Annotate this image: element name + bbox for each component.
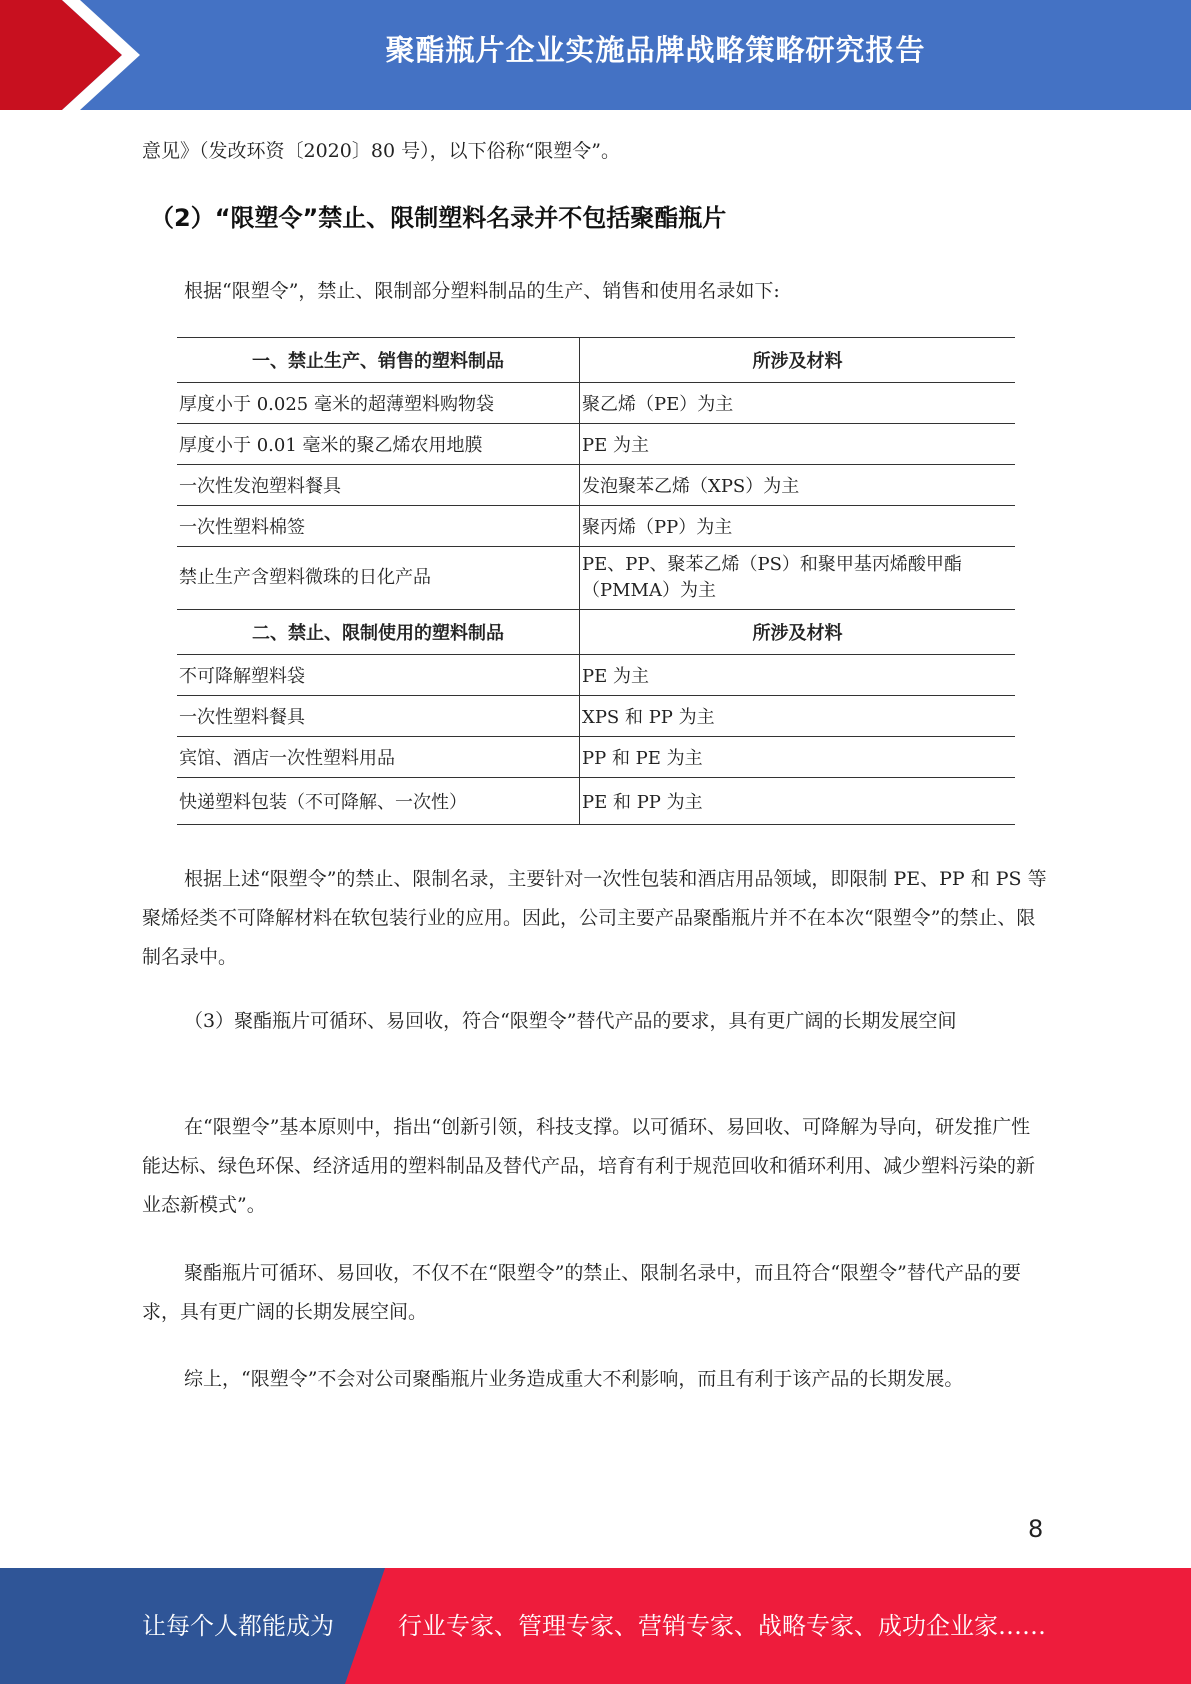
- table-group1-header-left: 一、禁止生产、销售的塑料制品: [177, 338, 580, 383]
- para-after-table: 根据上述“限塑令”的禁止、限制名录，主要针对一次性包装和酒店用品领域，即限制 PE、PP 和 PS 等聚烯烃类不可降解材料在软包装行业的应用。因此，公司主要产品聚酯瓶片并不在本次“限塑令”的禁止、限制名录中。: [142, 868, 1047, 968]
- footer-slogan-left: 让每个人都能成为: [142, 1612, 334, 1640]
- table-header-row: [177, 338, 1015, 383]
- table-row: [177, 424, 1015, 465]
- table-row: [177, 383, 1015, 424]
- table-cell-item: 一次性发泡塑料餐具: [177, 465, 580, 506]
- section-heading: （2）“限塑令”禁止、限制塑料名录并不包括聚酯瓶片: [150, 204, 727, 232]
- para-principle: 在“限塑令”基本原则中，指出“创新引领，科技支撑。以可循环、易回收、可降解为导向，研发推广性能达标、绿色环保、经济适用的塑料制品及替代产品，培育有利于规范回收和循环利用、减少塑料污染的新业态新模式”。: [142, 1116, 1036, 1216]
- table-row: [177, 737, 1015, 778]
- page-footer: [0, 1568, 1191, 1684]
- table-cell-item: 不可降解塑料袋: [177, 655, 580, 696]
- table-row: [177, 465, 1015, 506]
- table-group2-header-right: 所涉及材料: [580, 610, 1016, 655]
- table-cell-item: 一次性塑料餐具: [177, 696, 580, 737]
- table-cell-material: XPS 和 PP 为主: [580, 696, 1016, 737]
- table-cell-item: 厚度小于 0.025 毫米的超薄塑料购物袋: [177, 383, 580, 424]
- table-row: [177, 696, 1015, 737]
- table-group1-header-right: 所涉及材料: [580, 338, 1016, 383]
- header-title: 聚酯瓶片企业实施品牌战略策略研究报告: [385, 33, 926, 67]
- table-cell-material: PE 为主: [580, 655, 1016, 696]
- page-header: [0, 0, 1191, 110]
- table-cell-item: 厚度小于 0.01 毫米的聚乙烯农用地膜: [177, 424, 580, 465]
- table-cell-item: 一次性塑料棉签: [177, 506, 580, 547]
- table-cell-item: 宾馆、酒店一次性塑料用品: [177, 737, 580, 778]
- footer-slogan-right: 行业专家、管理专家、营销专家、战略专家、成功企业家……: [398, 1612, 1046, 1640]
- table-intro: 根据“限塑令”，禁止、限制部分塑料制品的生产、销售和使用名录如下:: [184, 280, 780, 302]
- intro-line: 意见》（发改环资〔2020〕80 号），以下俗称“限塑令”。: [142, 140, 620, 162]
- restriction-table: [177, 337, 1015, 825]
- para-conclusion: 综上，“限塑令”不会对公司聚酯瓶片业务造成重大不利影响，而且有利于该产品的长期发展。: [184, 1368, 964, 1390]
- table-row: [177, 778, 1015, 825]
- table-group2-header-left: 二、禁止、限制使用的塑料制品: [177, 610, 580, 655]
- subheading-3: （3）聚酯瓶片可循环、易回收，符合“限塑令”替代产品的要求，具有更广阔的长期发展空间: [184, 1010, 957, 1032]
- table-cell-material: 发泡聚苯乙烯（XPS）为主: [580, 465, 1016, 506]
- page-number: 8: [1028, 1515, 1044, 1543]
- table-cell-material: 聚乙烯（PE）为主: [580, 383, 1016, 424]
- table-cell-material: PE 和 PP 为主: [580, 778, 1016, 825]
- table-cell-material: 聚丙烯（PP）为主: [580, 506, 1016, 547]
- table-cell-item: 快递塑料包装（不可降解、一次性）: [177, 778, 580, 825]
- table-row: [177, 547, 1015, 610]
- table-cell-material: PE、PP、聚苯乙烯（PS）和聚甲基丙烯酸甲酯（PMMA）为主: [580, 547, 1016, 610]
- table-header-row: [177, 610, 1015, 655]
- para-recyclable: 聚酯瓶片可循环、易回收，不仅不在“限塑令”的禁止、限制名录中，而且符合“限塑令”替代产品的要求，具有更广阔的长期发展空间。: [142, 1262, 1021, 1323]
- table-cell-item: 禁止生产含塑料微珠的日化产品: [177, 547, 580, 610]
- header-chevron-icon: [0, 0, 150, 110]
- table-row: [177, 506, 1015, 547]
- table-row: [177, 655, 1015, 696]
- table-cell-material: PP 和 PE 为主: [580, 737, 1016, 778]
- table-cell-material: PE 为主: [580, 424, 1016, 465]
